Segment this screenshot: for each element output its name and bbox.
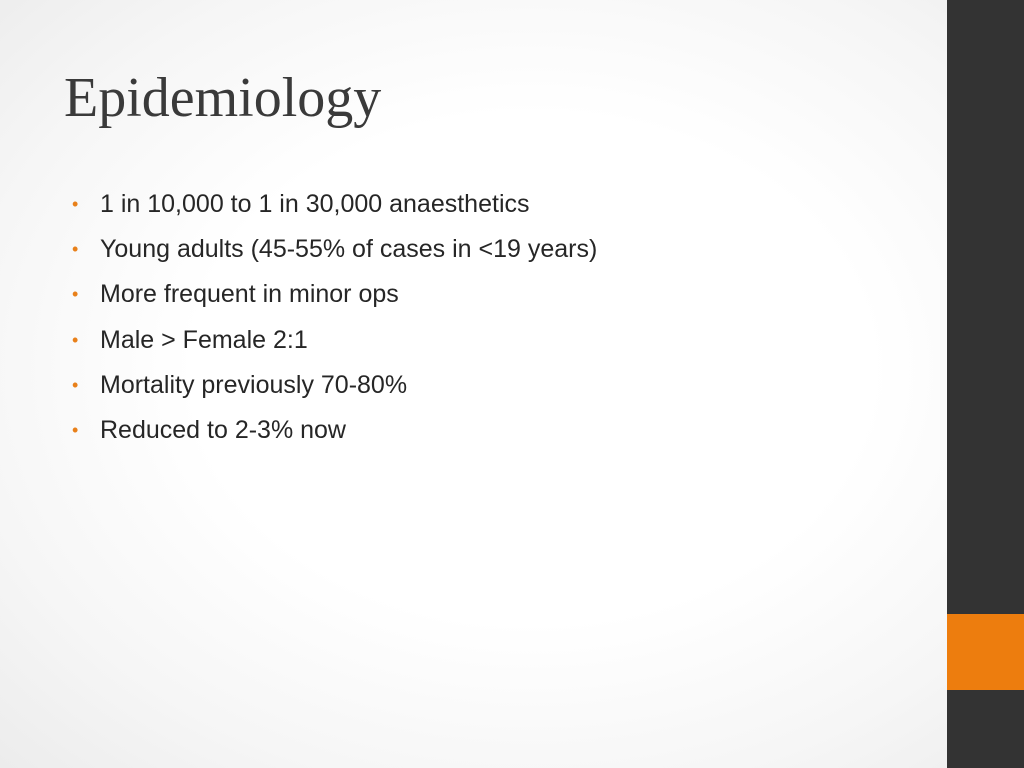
bullet-text: More frequent in minor ops bbox=[100, 280, 399, 309]
bullet-icon: • bbox=[72, 374, 79, 395]
list-item bbox=[72, 363, 597, 408]
bullet-text: 1 in 10,000 to 1 in 30,000 anaesthetics bbox=[100, 190, 530, 218]
bullet-text: Reduced to 2-3% now bbox=[100, 415, 346, 444]
list-item bbox=[72, 408, 597, 453]
bullet-icon: • bbox=[72, 194, 79, 214]
bullet-icon: • bbox=[72, 329, 79, 350]
bullet-list bbox=[72, 182, 597, 453]
list-item bbox=[72, 318, 597, 363]
list-item bbox=[72, 227, 597, 272]
bullet-icon: • bbox=[72, 419, 79, 440]
bullet-text: Young adults (45-55% of cases in <19 years) bbox=[100, 235, 598, 264]
slide-title: Epidemiology bbox=[64, 67, 382, 129]
bullet-icon: • bbox=[72, 239, 79, 260]
list-item bbox=[72, 272, 597, 317]
list-item bbox=[72, 182, 597, 227]
bullet-text: Mortality previously 70-80% bbox=[100, 370, 408, 399]
bullet-text: Male > Female 2:1 bbox=[100, 325, 308, 354]
bullet-icon: • bbox=[72, 284, 79, 305]
sidebar-accent-block bbox=[947, 614, 1024, 690]
